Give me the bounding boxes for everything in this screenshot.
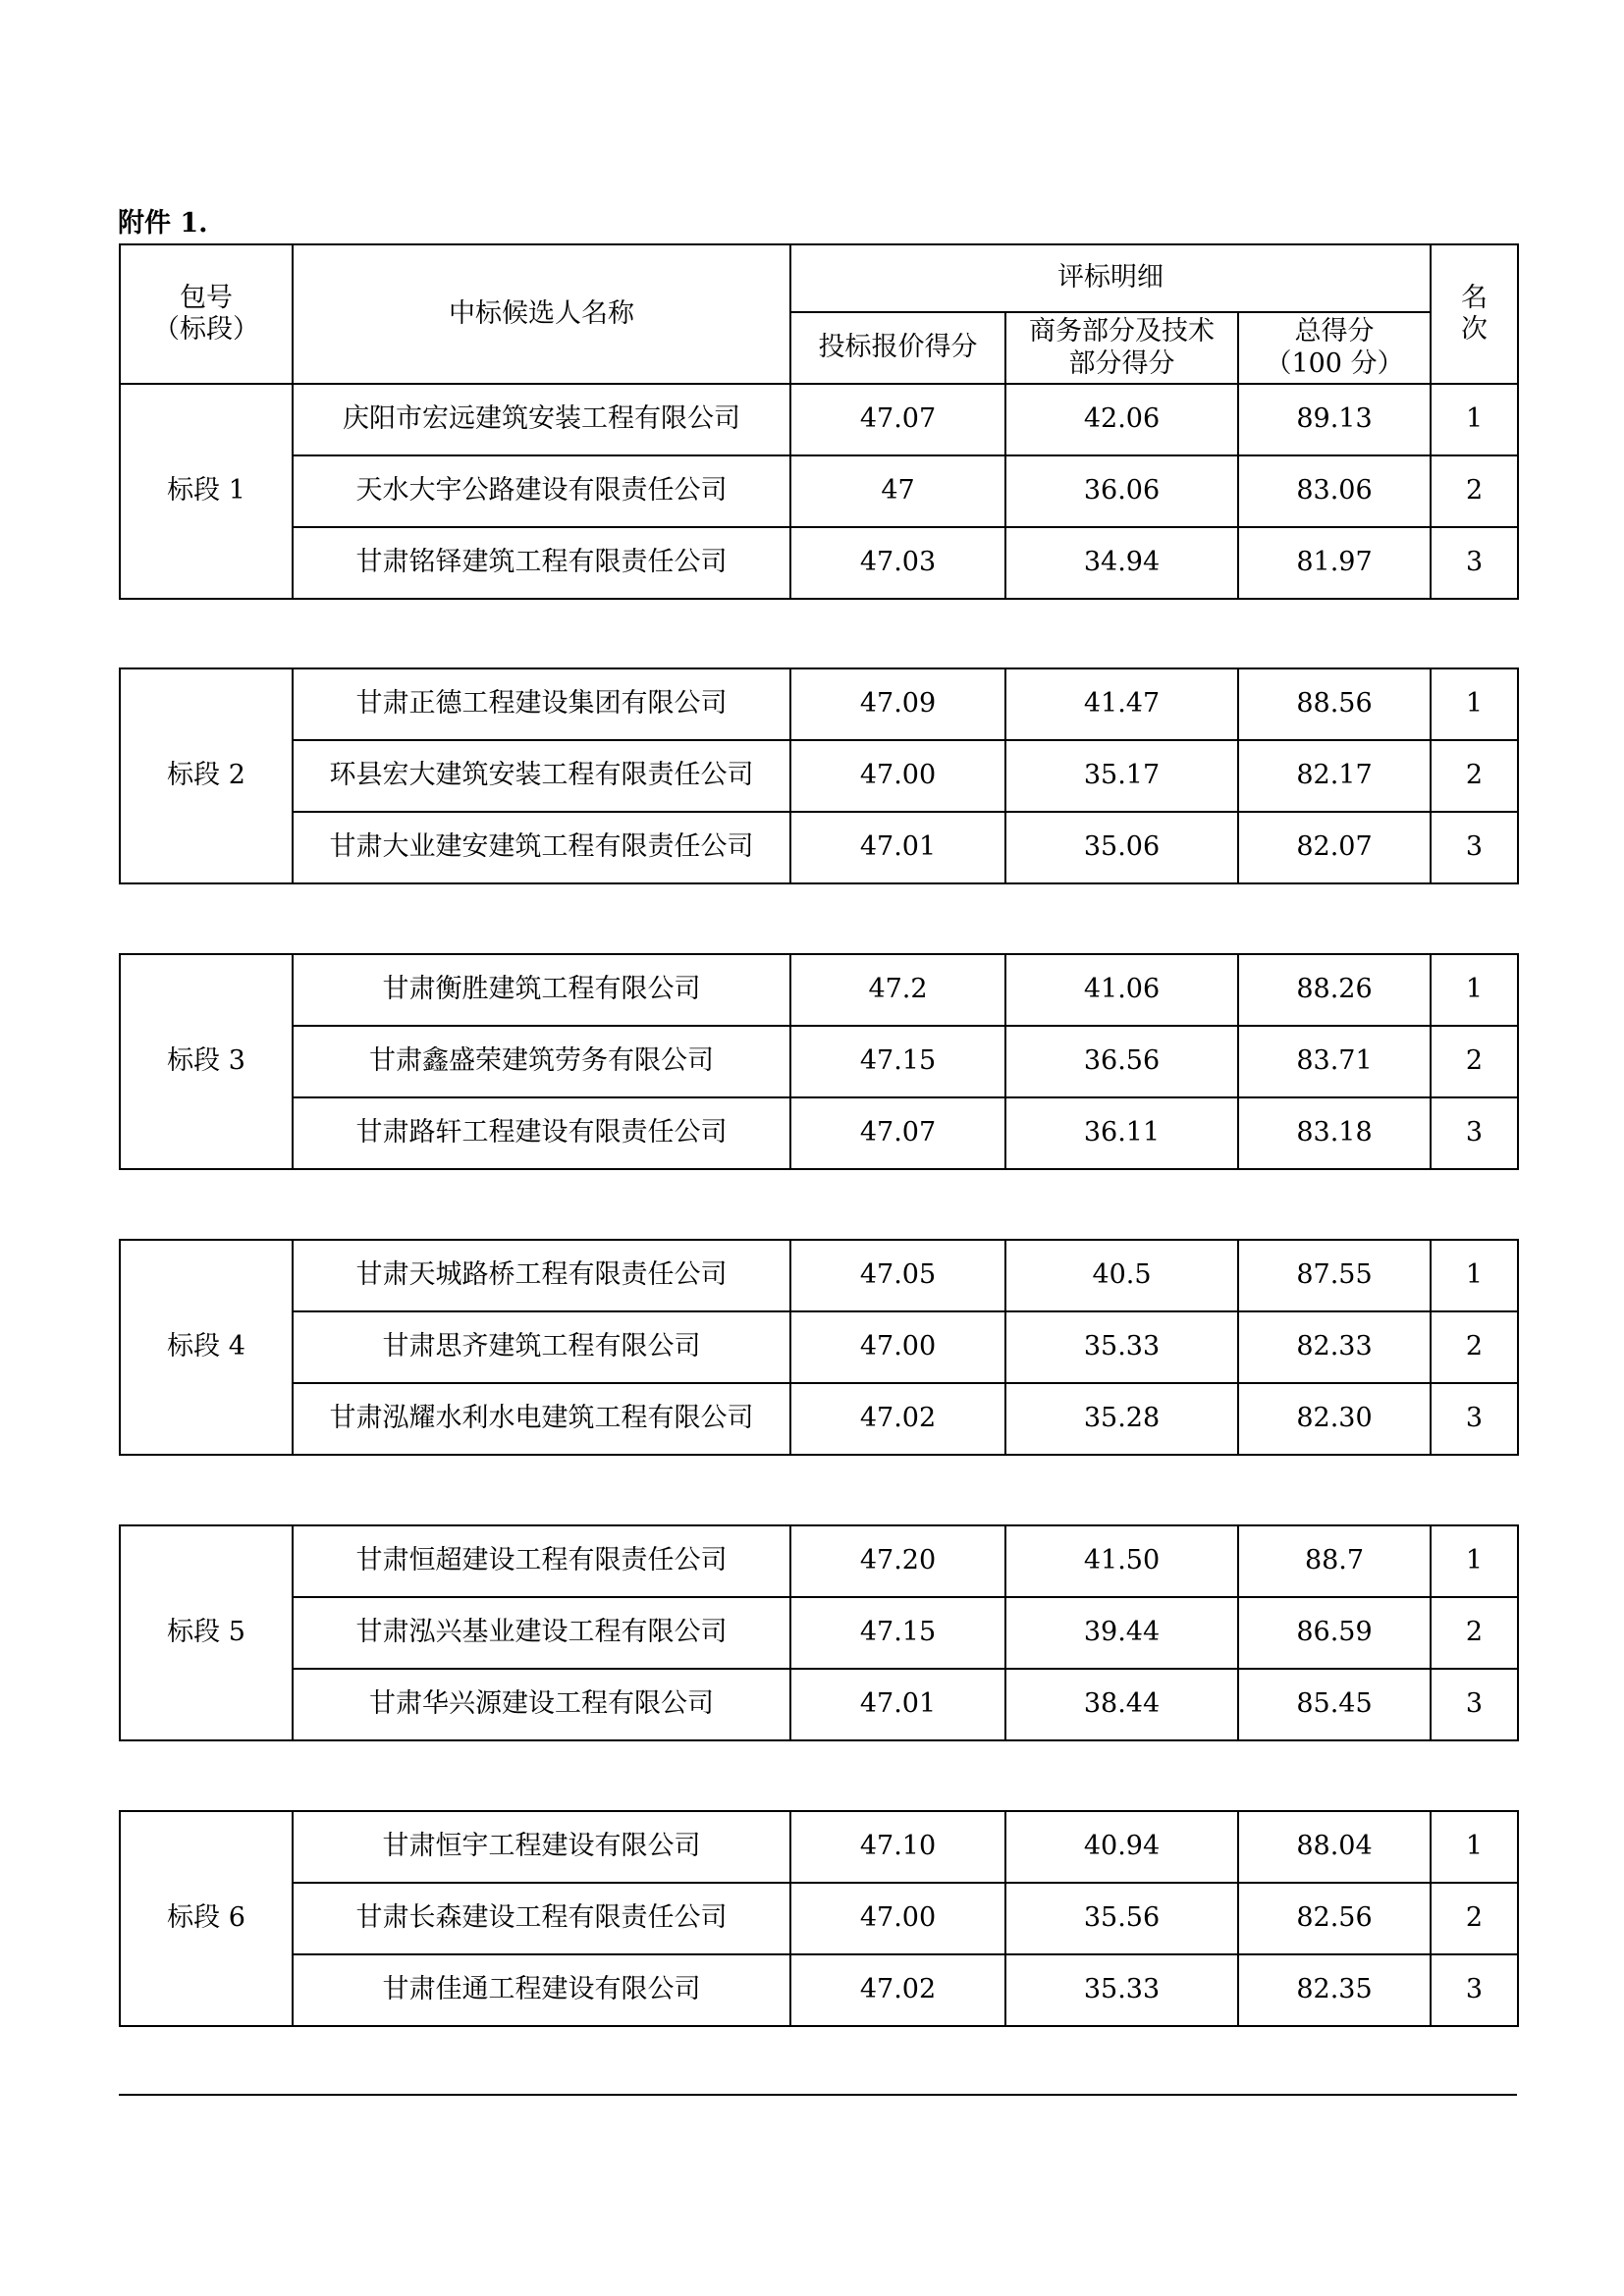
candidate-name-cell: 甘肃鑫盛荣建筑劳务有限公司 <box>293 1026 790 1097</box>
rank-cell: 1 <box>1431 1525 1518 1597</box>
price-score-cell: 47.05 <box>790 1240 1005 1311</box>
total-score-cell: 82.33 <box>1238 1311 1431 1383</box>
price-score-cell: 47.07 <box>790 1097 1005 1169</box>
score-table-section-2 <box>119 667 1519 884</box>
total-score-cell: 88.04 <box>1238 1811 1431 1883</box>
price-score-cell: 47.15 <box>790 1026 1005 1097</box>
candidate-name-cell: 甘肃佳通工程建设有限公司 <box>293 1954 790 2026</box>
candidate-name-cell: 环县宏大建筑安装工程有限责任公司 <box>293 740 790 812</box>
section-label: 标段 2 <box>120 668 293 883</box>
biz-tech-score-cell: 35.56 <box>1005 1883 1238 1954</box>
table-row <box>120 1240 1518 1311</box>
biz-tech-score-cell: 35.28 <box>1005 1383 1238 1455</box>
price-score-cell: 47 <box>790 455 1005 527</box>
candidate-name-cell: 庆阳市宏远建筑安装工程有限公司 <box>293 384 790 455</box>
table-row <box>120 384 1518 455</box>
candidate-name-cell: 甘肃华兴源建设工程有限公司 <box>293 1669 790 1740</box>
rank-cell: 1 <box>1431 668 1518 740</box>
biz-tech-score-cell: 35.06 <box>1005 812 1238 883</box>
total-score-cell: 82.17 <box>1238 740 1431 812</box>
biz-tech-score-cell: 41.47 <box>1005 668 1238 740</box>
header-biz-tech-score: 商务部分及技术 部分得分 <box>1005 312 1238 384</box>
table-row <box>120 1597 1518 1669</box>
total-score-cell: 82.30 <box>1238 1383 1431 1455</box>
rank-cell: 2 <box>1431 1311 1518 1383</box>
total-score-cell: 88.26 <box>1238 954 1431 1026</box>
table-row <box>120 1026 1518 1097</box>
rank-cell: 2 <box>1431 1026 1518 1097</box>
rank-cell: 3 <box>1431 812 1518 883</box>
candidate-name-cell: 甘肃泓兴基业建设工程有限公司 <box>293 1597 790 1669</box>
table-row <box>120 527 1518 599</box>
candidate-name-cell: 甘肃路轩工程建设有限责任公司 <box>293 1097 790 1169</box>
price-score-cell: 47.00 <box>790 740 1005 812</box>
rank-cell: 2 <box>1431 740 1518 812</box>
score-table-section-5 <box>119 1524 1519 1741</box>
price-score-cell: 47.00 <box>790 1883 1005 1954</box>
candidate-name-cell: 甘肃恒超建设工程有限责任公司 <box>293 1525 790 1597</box>
table-row <box>120 1954 1518 2026</box>
header-rank: 名 次 <box>1431 244 1518 384</box>
table-row <box>120 1383 1518 1455</box>
total-score-cell: 89.13 <box>1238 384 1431 455</box>
table-row <box>120 740 1518 812</box>
table-row <box>120 954 1518 1026</box>
table-row <box>120 1311 1518 1383</box>
table-row <box>120 1669 1518 1740</box>
price-score-cell: 47.03 <box>790 527 1005 599</box>
section-label: 标段 3 <box>120 954 293 1169</box>
rank-cell: 2 <box>1431 455 1518 527</box>
rank-cell: 1 <box>1431 954 1518 1026</box>
price-score-cell: 47.00 <box>790 1311 1005 1383</box>
biz-tech-score-cell: 35.33 <box>1005 1311 1238 1383</box>
price-score-cell: 47.01 <box>790 1669 1005 1740</box>
price-score-cell: 47.07 <box>790 384 1005 455</box>
header-package: 包号 （标段） <box>120 244 293 384</box>
biz-tech-score-cell: 36.56 <box>1005 1026 1238 1097</box>
footer-rule <box>119 2094 1517 2096</box>
total-score-cell: 81.97 <box>1238 527 1431 599</box>
total-score-cell: 83.06 <box>1238 455 1431 527</box>
price-score-cell: 47.09 <box>790 668 1005 740</box>
table-row <box>120 668 1518 740</box>
candidate-name-cell: 甘肃铭铎建筑工程有限责任公司 <box>293 527 790 599</box>
price-score-cell: 47.15 <box>790 1597 1005 1669</box>
rank-cell: 2 <box>1431 1883 1518 1954</box>
table-row <box>120 455 1518 527</box>
total-score-cell: 83.71 <box>1238 1026 1431 1097</box>
total-score-cell: 87.55 <box>1238 1240 1431 1311</box>
attachment-title: 附件 1. <box>118 208 208 239</box>
rank-cell: 2 <box>1431 1597 1518 1669</box>
candidate-name-cell: 甘肃正德工程建设集团有限公司 <box>293 668 790 740</box>
total-score-cell: 82.35 <box>1238 1954 1431 2026</box>
price-score-cell: 47.10 <box>790 1811 1005 1883</box>
candidate-name-cell: 天水大宇公路建设有限责任公司 <box>293 455 790 527</box>
candidate-name-cell: 甘肃泓耀水利水电建筑工程有限公司 <box>293 1383 790 1455</box>
table-row <box>120 812 1518 883</box>
price-score-cell: 47.02 <box>790 1954 1005 2026</box>
biz-tech-score-cell: 42.06 <box>1005 384 1238 455</box>
price-score-cell: 47.01 <box>790 812 1005 883</box>
total-score-cell: 82.07 <box>1238 812 1431 883</box>
candidate-name-cell: 甘肃思齐建筑工程有限公司 <box>293 1311 790 1383</box>
candidate-name-cell: 甘肃衡胜建筑工程有限公司 <box>293 954 790 1026</box>
score-table-section-1 <box>119 243 1519 600</box>
total-score-cell: 82.56 <box>1238 1883 1431 1954</box>
total-score-cell: 88.56 <box>1238 668 1431 740</box>
section-label: 标段 1 <box>120 384 293 599</box>
total-score-cell: 88.7 <box>1238 1525 1431 1597</box>
biz-tech-score-cell: 40.94 <box>1005 1811 1238 1883</box>
total-score-cell: 85.45 <box>1238 1669 1431 1740</box>
rank-cell: 3 <box>1431 1383 1518 1455</box>
table-row <box>120 1525 1518 1597</box>
biz-tech-score-cell: 35.33 <box>1005 1954 1238 2026</box>
biz-tech-score-cell: 38.44 <box>1005 1669 1238 1740</box>
biz-tech-score-cell: 35.17 <box>1005 740 1238 812</box>
rank-cell: 1 <box>1431 1811 1518 1883</box>
biz-tech-score-cell: 34.94 <box>1005 527 1238 599</box>
candidate-name-cell: 甘肃恒宇工程建设有限公司 <box>293 1811 790 1883</box>
score-table-section-3 <box>119 953 1519 1170</box>
header-price-score: 投标报价得分 <box>790 312 1005 384</box>
section-label: 标段 5 <box>120 1525 293 1740</box>
header-total-score: 总得分 （100 分） <box>1238 312 1431 384</box>
score-table-section-6 <box>119 1810 1519 2027</box>
table-row <box>120 1097 1518 1169</box>
rank-cell: 3 <box>1431 1669 1518 1740</box>
total-score-cell: 86.59 <box>1238 1597 1431 1669</box>
rank-cell: 1 <box>1431 384 1518 455</box>
candidate-name-cell: 甘肃长森建设工程有限责任公司 <box>293 1883 790 1954</box>
price-score-cell: 47.2 <box>790 954 1005 1026</box>
biz-tech-score-cell: 41.50 <box>1005 1525 1238 1597</box>
price-score-cell: 47.02 <box>790 1383 1005 1455</box>
section-label: 标段 6 <box>120 1811 293 2026</box>
biz-tech-score-cell: 39.44 <box>1005 1597 1238 1669</box>
price-score-cell: 47.20 <box>790 1525 1005 1597</box>
rank-cell: 3 <box>1431 1954 1518 2026</box>
biz-tech-score-cell: 36.11 <box>1005 1097 1238 1169</box>
section-label: 标段 4 <box>120 1240 293 1455</box>
biz-tech-score-cell: 41.06 <box>1005 954 1238 1026</box>
table-row <box>120 1811 1518 1883</box>
candidate-name-cell: 甘肃大业建安建筑工程有限责任公司 <box>293 812 790 883</box>
total-score-cell: 83.18 <box>1238 1097 1431 1169</box>
biz-tech-score-cell: 36.06 <box>1005 455 1238 527</box>
header-candidate: 中标候选人名称 <box>293 244 790 384</box>
score-table-section-4 <box>119 1239 1519 1456</box>
candidate-name-cell: 甘肃天城路桥工程有限责任公司 <box>293 1240 790 1311</box>
table-row <box>120 1883 1518 1954</box>
rank-cell: 1 <box>1431 1240 1518 1311</box>
header-detail: 评标明细 <box>790 244 1431 312</box>
rank-cell: 3 <box>1431 527 1518 599</box>
biz-tech-score-cell: 40.5 <box>1005 1240 1238 1311</box>
rank-cell: 3 <box>1431 1097 1518 1169</box>
